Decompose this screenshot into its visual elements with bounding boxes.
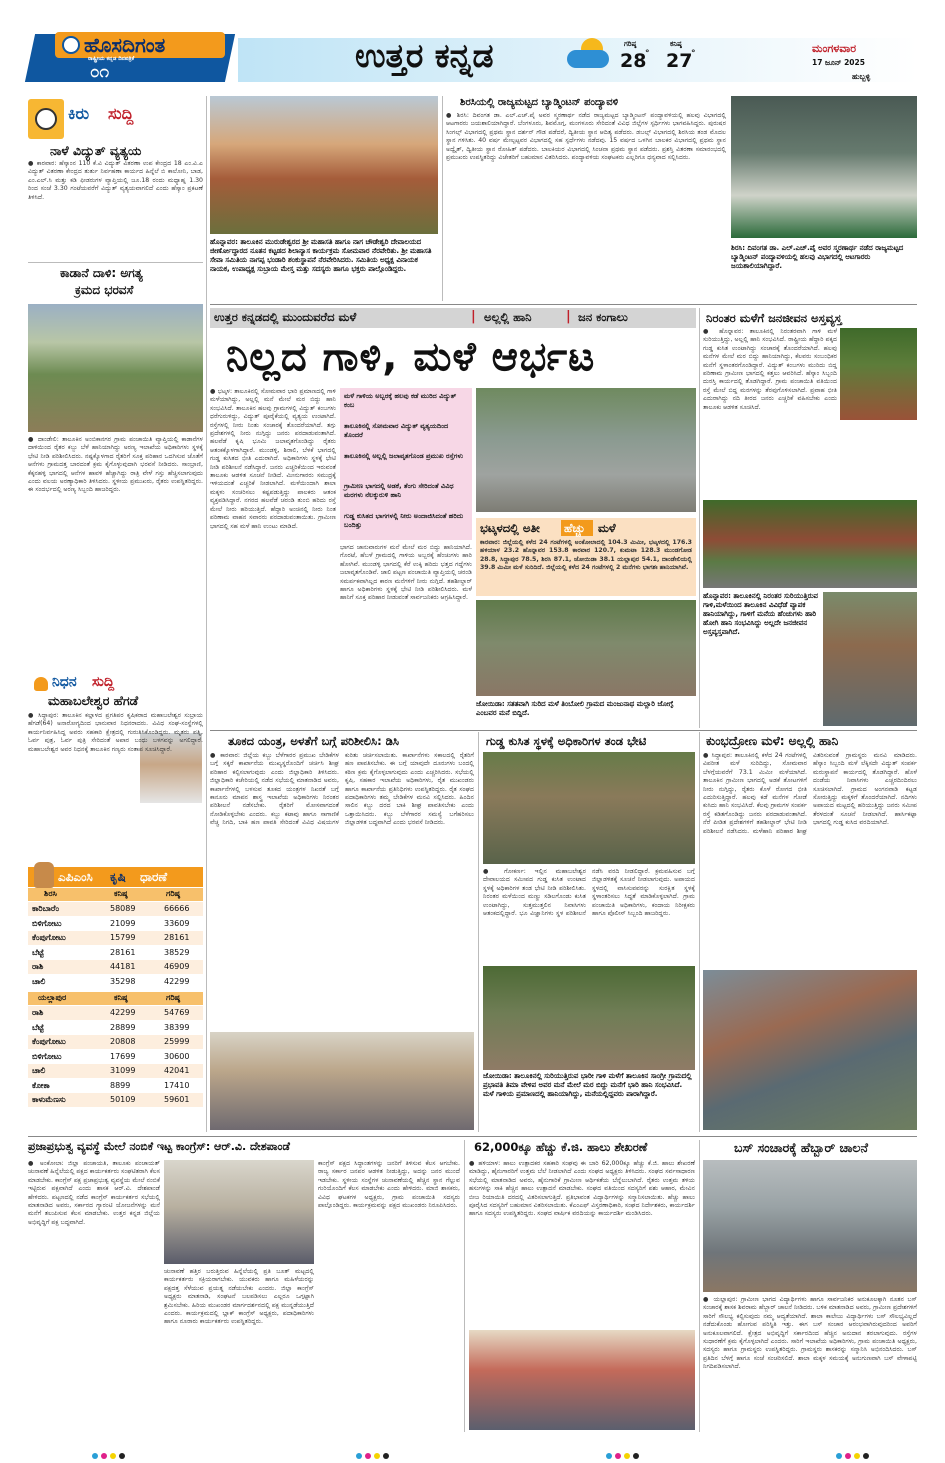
sack-icon [34,862,54,888]
min-price: 31099 [110,1066,136,1075]
min-price: 35298 [110,976,136,986]
table-row [28,1093,203,1107]
min-price: 50109 [110,1095,136,1104]
milk-headline: 62,000ಕ್ಕೂ ಹೆಚ್ಚು ಕೆ.ಜಿ. ಹಾಲು ಶೇಖರಣೆ [474,1140,648,1154]
rain-bullets [340,388,472,540]
max-price: 33609 [164,918,190,928]
commodity-name: ಬಿಳಿಗೋಟು [32,1051,62,1061]
commodity-name: ಕಾಳುಮೆಣಸು [32,1095,66,1104]
max-price: 42299 [164,976,190,986]
sirsi-header-city: ಶಿರಸಿ [44,889,57,898]
badminton-caption: ಶಿರಸಿ: ದಿವಂಗತ ಡಾ. ಎಲ್.ಎಚ್.ಪೈ ಅವರ ಸ್ಮರಣಾರ್ಥ ನಡೆದ ರಾಜ್ಯಮಟ್ಟದ ಬ್ಯಾಡ್ಮಿಂಟನ್ ಪಂದ್ಯಾವಳಿಯಲ್ಲಿ ಹಲವು ವಿಭಾಗದಲ್ಲಿ ಆಟಗಾರರು ಜಯಶಾಲಿಯಾಗಿದ್ದಾರೆ. [731,244,904,270]
rain-bullet-item: ಮಳೆ ಗಾಳಿಯ ಅಬ್ಬರಕ್ಕೆ ಹಲವು ಕಡೆ ಮುರಿದ ವಿದ್ಯುತ್ ಕಂಬ [344,392,457,409]
landslide-photo [483,752,695,864]
min-price: 8899 [110,1080,131,1090]
collapsed-roof-photo [703,970,917,1130]
city: ಹುಬ್ಬಳ್ಳಿ [852,72,871,81]
yellapur-header-min: ಕನಿಷ್ಠ [114,993,128,1002]
finger-icon [35,108,57,130]
max-price: 17410 [164,1080,190,1090]
min-price: 20808 [110,1037,136,1046]
table-row [28,946,203,960]
max-price: 25999 [164,1037,190,1046]
table-row [28,1050,203,1064]
registration-marks-left [92,1444,152,1452]
table-row [28,902,203,916]
rain-kicker-sep-2: | [566,309,571,324]
max-price: 54769 [164,1008,190,1017]
table-row [28,1006,203,1020]
max-price: 38399 [164,1022,190,1032]
landslide-caption: ಜೋಯಿಡಾ: ತಾಲೂಕಿನಲ್ಲಿ ಸುರಿಯುತ್ತಿರುವ ಭಾರೀ ಗಾಳಿ ಮಳೆಗೆ ತಾಲೂಕಿನ ಸಾಂಗ್ರೀ ಗ್ರಾಮದಲ್ಲಿ ಪ್ರಭಾವತಿ ತಿಮಾ ವೇಳಿಪ ಅವರ ಮನೆ ಮೇಲೆ ಮರ ಬಿದ್ದು ಮನೆಗೆ ಭಾರಿ ಹಾನಿ ಸಂಭವಿಸಿದೆ. ಮಳೆ ಗಾಳಿಯ ಪ್ರಮಾಣದಲ್ಲಿ ಹಾನಿಯಾಗಿದ್ದು, ಮನೆಯಲ್ಲಿದ್ದವರು ಪಾರಾಗಿದ್ದಾರೆ. [483,1072,692,1098]
kiru-title-a: ಕಿರು [68,104,90,123]
life-caption: ಹೊನ್ನಾವರ: ತಾಲೂಕಿನಲ್ಲಿ ನಿರಂತರ ಸುರಿಯುತ್ತಿರುವ ಗಾಳಿ,ಮಳೆಯಿಂದ ತಾಲೂಕಿನ ವಿವಿಧೆಡೆ ವ್ಯಾಪಕ ಹಾನಿಯಾಗಿದ್ದು, ಗಾಳಿಗೆ ಮನೆಯ ಹೆಂಚುಗಳು ಹಾರಿ ಹೋಗಿ ಹಾನಿ ಸಂಭವಿಸಿದ್ದು ಅಲ್ಲದೇ ಜನಜೀವನ ಅಸ್ತವ್ಯಸ್ತವಾಗಿದೆ. [703,592,819,636]
commodity-name: ರಾಶಿ [32,1008,44,1017]
date: 17 ಜೂನ್ 2025 [812,58,865,67]
commodity-name: ಕೆಂಪುಗೋಟು [32,933,66,942]
house-collapse-caption: ಜೋಯಿಡಾ: ಸತತವಾಗಿ ಸುರಿದ ಮಳೆ ತಿಂಬೋಲಿ ಗ್ರಾಮದ ಮಂಜುನಾಥ ಮಲ್ಲಾರಿ ಜೋಗ್ಳೆ ಎಂಬವರ ಮನೆ ಬಿದ್ದಿದೆ. [476,700,674,717]
min-price: 28161 [110,947,136,957]
table-row [28,1035,203,1049]
registration-marks-right [836,1444,896,1452]
max-price: 28161 [164,933,190,942]
table-row [28,931,203,945]
life-body: ● ಹೊನ್ನಾವರ: ತಾಲೂಕಿನಲ್ಲಿ ನಿರಂತರವಾಗಿ ಗಾಳಿ ಮಳೆ ಸುರಿಯುತ್ತಿದ್ದು, ಅಲ್ಲಲ್ಲಿ ಹಾನಿ ಸಂಭವಿಸಿದೆ. ರಾಷ್ಟ್ರೀಯ ಹೆದ್ದಾರಿ ಪಕ್ಕದ ಗುಡ್ಡ ಕುಸಿತ ಉಂಟಾಗಿದ್ದು ಸಂಚಾರಕ್ಕೆ ತೊಂದರೆಯಾಗಿದೆ. ಹಲವು ಮನೆಗಳ ಮೇಲೆ ಮರ ಬಿದ್ದು ಹಾನಿಯಾಗಿದ್ದು, ಕೆಲವರು ಸಂಬಂಧಿಕರ ಮನೆಗೆ ಸ್ಥಳಾಂತರಗೊಂಡಿದ್ದಾರೆ. ವಿದ್ಯುತ್ ಕಂಬಗಳು ಮುರಿದು ಬಿದ್ದ ಪರಿಣಾಮ ಗ್ರಾಮೀಣ ಭಾಗದಲ್ಲಿ ಕತ್ತಲು ಆವರಿಸಿದೆ. ಹೆಸ್ಕಾಂ ಸಿಬ್ಬಂದಿ ದುರಸ್ತಿ ಕಾರ್ಯದಲ್ಲಿ ತೊಡಗಿದ್ದಾರೆ. ಗ್ರಾಮ ಪಂಚಾಯಿತಿ ವತಿಯಿಂದ ರಸ್ತೆ ಮೇಲೆ ಬಿದ್ದ ಮರಗಳನ್ನು ತೆರವುಗೊಳಿಸಲಾಗಿದೆ. ಪ್ರವಾಹ ಭೀತಿ ಎದುರಾಗಿದ್ದು ನದಿ ತೀರದ ಜನರು ಎಚ್ಚರಿಕೆ ವಹಿಸಬೇಕು ಎಂದು ತಾಲೂಕು ಆಡಳಿತ ಸೂಚಿಸಿದೆ. [703,328,839,411]
temple-caption: ಹೊನ್ನಾವರ: ತಾಲೂಕಿನ ಮುರುಡೇಶ್ವರದ ಶ್ರೀ ಮಹಾಸತಿ ಹಾಗೂ ನಾಗ ಚೌಡೇಶ್ವರಿ ದೇವಾಲಯದ ಜೀರ್ಣೋದ್ಧಾರದ ನೂತನ ಕಟ್ಟಡದ ಶಿಲಾನ್ಯಾಸ ಕಾರ್ಯಕ್ರಮ ಸೋಮವಾರ ನೆರವೇರಿತು. ಶ್ರೀ ಮಹಾಸತಿ ಸೇವಾ ಸಮಿತಿಯ ನಾಗಪ್ಪ ಭಂಡಾರಿ ಶಂಕುಸ್ಥಾಪನೆ ನೆರವೇರಿಸಿದರು. ಸಮಿತಿಯ ಅಧ್ಯಕ್ಷ ವಿನಾಯಕ ನಾಯಕ, ಉಪಾಧ್ಯಕ್ಷ ಸುಬ್ರಾಯ ಮೇಸ್ತ ಮತ್ತು ಸದಸ್ಯರು ಹಾಗೂ ಭಕ್ತರು ಪಾಲ್ಗೊಂಡಿದ್ದರು. [210,238,432,273]
milk-body: ● ಹಳಿಯಾಳ: ಹಾಲು ಉತ್ಪಾದಕರ ಸಹಕಾರಿ ಸಂಘವು ಈ ಬಾರಿ 62,000ಕ್ಕೂ ಹೆಚ್ಚು ಕೆ.ಜಿ. ಹಾಲು ಶೇಖರಣೆ ಮಾಡಿದ್ದು, ಹೈನುಗಾರರಿಗೆ ಉತ್ತಮ ಬೆಲೆ ನೀಡಲಾಗಿದೆ ಎಂದು ಸಂಘದ ಅಧ್ಯಕ್ಷರು ತಿಳಿಸಿದರು. ಸಂಘದ ಸರ್ವಸಾಧಾರಣ ಸಭೆಯಲ್ಲಿ ಮಾತನಾಡಿದ ಅವರು, ಹೈನುಗಾರಿಕೆ ಗ್ರಾಮೀಣ ಆರ್ಥಿಕತೆಯ ಬೆನ್ನೆಲುಬಾಗಿದೆ. ರೈತರು ಉತ್ತಮ ತಳಿಯ ಹಸುಗಳನ್ನು ಸಾಕಿ ಹೆಚ್ಚಿನ ಹಾಲು ಉತ್ಪಾದನೆ ಮಾಡಬೇಕು. ಸಂಘದ ವತಿಯಿಂದ ಸದಸ್ಯರಿಗೆ ಪಶು ಆಹಾರ, ಮೇವಿನ ಬೀಜ ರಿಯಾಯಿತಿ ದರದಲ್ಲಿ ವಿತರಿಸಲಾಗುತ್ತಿದೆ. ಪ್ರತಿಭಾವಂತ ವಿದ್ಯಾರ್ಥಿಗಳನ್ನು ಸನ್ಮಾನಿಸಲಾಯಿತು. ಹೆಚ್ಚು ಹಾಲು ಪೂರೈಸಿದ ಸದಸ್ಯರಿಗೆ ಬಹುಮಾನ ವಿತರಿಸಲಾಯಿತು. ಕೆಎಂಎಫ್ ವಿಸ್ತರಣಾಧಿಕಾರಿ, ಸಂಘದ ನಿರ್ದೇಶಕರು, ಕಾರ್ಯದರ್ಶಿ ಹಾಗೂ ಸದಸ್ಯರು ಉಪಸ್ಥಿತರಿದ್ದರು. ಸಂಘದ ವಾರ್ಷಿಕ ವರದಿಯನ್ನು ಕಾರ್ಯದರ್ಶಿ ಮಂಡಿಸಿದರು. [469,1160,697,1218]
landslide-hotel-photo [840,328,917,420]
flood-road-photo [476,388,696,512]
bus-body: ● ಯಲ್ಲಾಪುರ: ಗ್ರಾಮೀಣ ಭಾಗದ ವಿದ್ಯಾರ್ಥಿಗಳು ಹಾಗೂ ಸಾರ್ವಜನಿಕರ ಅನುಕೂಲಕ್ಕಾಗಿ ನೂತನ ಬಸ್ ಸಂಚಾರಕ್ಕೆ ಶಾಸಕ ಶಿವರಾಮ ಹೆಬ್ಬಾರ್ ಚಾಲನೆ ನೀಡಿದರು. ಬಳಿಕ ಮಾತನಾಡಿದ ಅವರು, ಗ್ರಾಮೀಣ ಪ್ರದೇಶಗಳಿಗೆ ಸಾರಿಗೆ ಸೌಲಭ್ಯ ಕಲ್ಪಿಸುವುದು ನಮ್ಮ ಆದ್ಯತೆಯಾಗಿದೆ. ಶಾಲಾ ಕಾಲೇಜು ವಿದ್ಯಾರ್ಥಿಗಳು ಬಸ್ ಸೌಲಭ್ಯವಿಲ್ಲದೆ ನಡೆದುಕೊಂಡು ಹೋಗುವ ಪರಿಸ್ಥಿತಿ ಇತ್ತು. ಈಗ ಬಸ್ ಸಂಚಾರ ಆರಂಭವಾಗಿರುವುದರಿಂದ ಅವರಿಗೆ ಅನುಕೂಲವಾಗಲಿದೆ. ಕ್ಷೇತ್ರದ ಅಭಿವೃದ್ಧಿಗೆ ಸರ್ಕಾರದಿಂದ ಹೆಚ್ಚಿನ ಅನುದಾನ ತರಲಾಗುವುದು. ರಸ್ತೆಗಳ ಸುಧಾರಣೆಗೆ ಕ್ರಮ ಕೈಗೊಳ್ಳಲಾಗಿದೆ ಎಂದರು. ಸಾರಿಗೆ ಇಲಾಖೆಯ ಅಧಿಕಾರಿಗಳು, ಗ್ರಾಮ ಪಂಚಾಯಿತಿ ಅಧ್ಯಕ್ಷರು, ಸದಸ್ಯರು ಹಾಗೂ ಗ್ರಾಮಸ್ಥರು ಉಪಸ್ಥಿತರಿದ್ದರು. ಗ್ರಾಮಸ್ಥರು ಶಾಸಕರನ್ನು ಸನ್ಮಾನಿಸಿ ಅಭಿನಂದಿಸಿದರು. ಬಸ್ ಪ್ರತಿದಿನ ಬೆಳಗ್ಗೆ ಹಾಗೂ ಸಂಜೆ ಸಂಚರಿಸಲಿದೆ. ಶಾಲಾ ಮಕ್ಕಳ ಸಮಯಕ್ಕೆ ಅನುಗುಣವಾಗಿ ಬಸ್ ವೇಳಾಪಟ್ಟಿ ನಿಗದಿಪಡಿಸಲಾಗಿದೆ. [703,1296,919,1371]
commodity-name: ಕಾರಿಬಾರೆಂ [32,904,60,913]
kiru-title-b: ಸುದ್ದಿ [108,104,134,123]
min-price: 17699 [110,1051,136,1061]
bhatkal-box-body: ಕಾರವಾರ: ಜಿಲ್ಲೆಯಲ್ಲಿ ಕಳೆದ 24 ಗಂಟೆಗಳಲ್ಲಿ ಅಂಕೋಲಾದಲ್ಲಿ 104.3 ಮಿಮೀ, ಭಟ್ಕಳದಲ್ಲಿ 176.3 ಹಳಿಯಾಳ 23.2 ಹೊನ್ನಾವರ 153.8 ಕಾರವಾರ 120.7, ಕುಮಟಾ 128.3 ಮುಂಡಗೋಡ 28.8, ಸಿದ್ದಾಪುರ 78.5, ಶಿರಸಿ 87.1, ಜೋಯಿಡಾ 38.1 ಯಲ್ಲಾಪುರ 54.1, ದಾಂಡೇಲಿಯಲ್ಲಿ 39.8 ಮಿಮೀ ಮಳೆ ಸುರಿದಿದೆ. ಜಿಲ್ಲೆಯಲ್ಲಿ ಕಳೆದ 24 ಗಂಟೆಗಳಲ್ಲಿ 2 ಮನೆಗಳು ಭಾಗಶಃ ಹಾನಿಯಾಗಿವೆ. [480,539,695,572]
temple-photo [210,96,438,234]
elephant-headline-1: ಕಾಡಾನೆ ದಾಳಿ: ಅಗತ್ಯ [60,266,143,280]
bhatkal-box-title-c: ಮಳೆ [598,521,616,535]
min-temp-degree: ° [691,49,696,59]
max-temp-label: ಗರಿಷ್ಠ [624,40,637,48]
kumbh-body: ● ಸಿದ್ದಾಪುರ: ತಾಲೂಕಿನಲ್ಲಿ ಕಳೆದ 24 ಗಂಟೆಗಳಲ್ಲಿ ವಿಪರೀತ ಮಳೆ ಸುರಿದಿದ್ದು, ಸೋಮವಾರ ಬೆಳಗ್ಗೆಯವರೆಗೆ 73.1 ಮಿಮೀ ಮಳೆಯಾಗಿದೆ. ತಾಲೂಕಿನ ಗ್ರಾಮೀಣ ಭಾಗದಲ್ಲಿ ಅಡಕೆ ತೋಟಗಳಿಗೆ ನೀರು ನುಗ್ಗಿದ್ದು, ರೈತರು ಕೊಳೆ ರೋಗದ ಭೀತಿ ಎದುರಿಸುತ್ತಿದ್ದಾರೆ. ಹಲವು ಕಡೆ ಮನೆಗಳ ಗೋಡೆ ಕುಸಿದು ಹಾನಿ ಸಂಭವಿಸಿದೆ. ಕೆಲವು ಗ್ರಾಮಗಳ ಸಂಪರ್ಕ ರಸ್ತೆ ಕಡಿತಗೊಂಡಿದ್ದು ಜನರು ಪರದಾಡುವಂತಾಗಿದೆ. ನೆರೆ ಪೀಡಿತ ಪ್ರದೇಶಗಳಿಗೆ ತಹಶೀಲ್ದಾರ್ ಭೇಟಿ ನೀಡಿ ಪರಿಶೀಲನೆ ನಡೆಸಿದರು. ಮಳೆಹಾನಿ ಪರಿಹಾರ ಶೀಘ್ರ ವಿತರಿಸುವಂತೆ ಗ್ರಾಮಸ್ಥರು ಮನವಿ ಮಾಡಿದರು. ಹೆಸ್ಕಾಂ ಸಿಬ್ಬಂದಿ ಮಳೆ ಲೆಕ್ಕಿಸದೇ ವಿದ್ಯುತ್ ಸಂಪರ್ಕ ಮರುಸ್ಥಾಪನೆ ಕಾರ್ಯದಲ್ಲಿ ತೊಡಗಿದ್ದಾರೆ. ಹೊಳೆ ದಂಡೆಯ ನಿವಾಸಿಗಳು ಎಚ್ಚರದಿಂದಿರಲು ಸೂಚಿಸಲಾಗಿದೆ. ಗ್ರಾಮದ ಅಂಗನವಾಡಿ ಕಟ್ಟಡ ಸೋರುತ್ತಿದ್ದು ಮಕ್ಕಳಿಗೆ ತೊಂದರೆಯಾಗಿದೆ. ನದಿಗಳು ಅಪಾಯದ ಮಟ್ಟದಲ್ಲಿ ಹರಿಯುತ್ತಿದ್ದು ಜನರು ಸಮೀಪ ತೆರಳದಂತೆ ಸೂಚನೆ ನೀಡಲಾಗಿದೆ. ಹಾರ್ಸಿಕಟ್ಟಾ ಭಾಗದಲ್ಲಿ ಗುಡ್ಡ ಕುಸಿದ ವರದಿಯಾಗಿದೆ. [703,752,919,835]
elephant-headline-2: ಕ್ರಮದ ಭರವಸೆ [75,283,134,297]
rain-kicker-a: ಉತ್ತರ ಕನ್ನಡದಲ್ಲಿ ಮುಂದುವರೆದ ಮಳೆ [214,310,357,324]
weekday: ಮಂಗಳವಾರ [812,42,857,55]
max-price: 30600 [164,1051,190,1061]
apmc-title-a: ಎಪಿಎಂಸಿ [58,870,93,884]
landslide-body: ● ಗೋಕರ್ಣ: ಇಲ್ಲಿನ ಮಹಾಬಲೇಶ್ವರ ದೇವಾಲಯದ ಸಮೀಪದ ಗುಡ್ಡ ಕುಸಿತ ಉಂಟಾದ ಸ್ಥಳಕ್ಕೆ ಅಧಿಕಾರಿಗಳ ತಂಡ ಭೇಟಿ ನೀಡಿ ಪರಿಶೀಲಿಸಿತು. ನಿರಂತರ ಮಳೆಯಿಂದ ಮಣ್ಣು ಸಡಿಲಗೊಂಡು ಕುಸಿತ ಉಂಟಾಗಿದ್ದು, ಸುತ್ತಮುತ್ತಲಿನ ನಿವಾಸಿಗಳು ಆತಂಕದಲ್ಲಿದ್ದಾರೆ. ಭೂ ವಿಜ್ಞಾನಿಗಳು ಸ್ಥಳ ಪರಿಶೀಲನೆ ನಡೆಸಿ ವರದಿ ನೀಡಲಿದ್ದಾರೆ. ಕ್ರಮವಹಿಸುವ ಬಗ್ಗೆ ಜಿಲ್ಲಾಡಳಿತಕ್ಕೆ ಸೂಚನೆ ನೀಡಲಾಗುವುದು. ಅಪಾಯದ ಸ್ಥಳದಲ್ಲಿ ವಾಸಿಸುವವರನ್ನು ಸುರಕ್ಷಿತ ಸ್ಥಳಕ್ಕೆ ಸ್ಥಳಾಂತರಿಸಲು ಸಿದ್ಧತೆ ಮಾಡಿಕೊಳ್ಳಲಾಗಿದೆ. ಗ್ರಾಮ ಪಂಚಾಯಿತಿ ಅಧಿಕಾರಿಗಳು, ಕಂದಾಯ ನಿರೀಕ್ಷಕರು ಹಾಗೂ ಪೊಲೀಸ್ ಸಿಬ್ಬಂದಿ ಹಾಜರಿದ್ದರು. [483,868,697,918]
commodity-name: ಬೆಟ್ಟೆ [32,947,44,957]
max-temp-degree: ° [645,49,650,59]
dc-headline: ತೂಕದ ಯಂತ್ರ, ಅಳತೆಗೆ ಬಗ್ಗೆ ಪರಿಶೀಲಿಸಿ: ಡಿಸಿ [228,734,400,748]
masthead [0,0,945,92]
apmc-sirsi-table [28,888,203,988]
max-price: 66666 [164,904,190,913]
commodity-name: ಬಿಳಿಗೋಟು [32,918,62,928]
roof-damage-photo [823,592,917,726]
section-title: ಉತ್ತರ ಕನ್ನಡ [355,36,494,75]
dc-meeting-photo [210,1032,474,1130]
weather-icon [567,38,613,74]
registration-marks-center [356,1444,416,1452]
registration-marks-mid [606,1444,666,1452]
max-temp: 28 [620,50,647,72]
brand-logo-icon [62,36,80,54]
elephant-body: ● ದಾಂಡೇಲಿ: ತಾಲೂಕಿನ ಅಂಬಿಕಾನಗರ ಗ್ರಾಮ ಪಂಚಾಯಿತಿ ವ್ಯಾಪ್ತಿಯಲ್ಲಿ ಕಾಡಾನೆಗಳ ದಾಳಿಯಿಂದ ರೈತರ ಕಬ್ಬು ಬೆಳೆ ಹಾನಿಯಾಗಿದ್ದು ಅರಣ್ಯ ಇಲಾಖೆಯ ಅಧಿಕಾರಿಗಳು ಸ್ಥಳಕ್ಕೆ ಭೇಟಿ ನೀಡಿ ಪರಿಶೀಲಿಸಿದರು. ನಷ್ಟಕ್ಕೊಳಗಾದ ರೈತರಿಗೆ ಸೂಕ್ತ ಪರಿಹಾರ ಒದಗಿಸುವ ಜೊತೆಗೆ ಆನೆಗಳು ಗ್ರಾಮದತ್ತ ಬಾರದಂತೆ ಕ್ರಮ ಕೈಗೊಳ್ಳುವುದಾಗಿ ಭರವಸೆ ನೀಡಿದರು. ಸಾಂಬ್ರಾಣಿ, ಕೆಕ್ಕನಹಳ್ಳಿ ಭಾಗದಲ್ಲಿ ಆನೆಗಳ ಹಾವಳಿ ಹೆಚ್ಚಾಗಿದ್ದು ರಾತ್ರಿ ವೇಳೆ ಗಸ್ತು ಹೆಚ್ಚಿಸಲಾಗುವುದು ಎಂದು ವಲಯ ಅರಣ್ಯಾಧಿಕಾರಿ ತಿಳಿಸಿದರು. ಸ್ಥಳೀಯ ಪ್ರಮುಖರು, ರೈತರು ಉಪಸ್ಥಿತರಿದ್ದರು. ಈ ಸಂದರ್ಭದಲ್ಲಿ ಅರಣ್ಯ ಸಿಬ್ಬಂದಿ ಹಾಜರಿದ್ದರು. [28,436,205,494]
congress-body-2: ಚುನಾವಣೆ ಹತ್ತಿರ ಬರುತ್ತಿರುವ ಹಿನ್ನೆಲೆಯಲ್ಲಿ ಪ್ರತಿ ಬೂತ್ ಮಟ್ಟದಲ್ಲಿ ಕಾರ್ಯಕರ್ತರು ಸಕ್ರಿಯರಾಗಬೇಕು. ಯುವಕರು ಹಾಗೂ ಮಹಿಳೆಯರನ್ನು ಪಕ್ಷದತ್ತ ಸೆಳೆಯುವ ಪ್ರಯತ್ನ ನಡೆಯಬೇಕು ಎಂದರು. ಜಿಲ್ಲಾ ಕಾಂಗ್ರೆಸ್ ಅಧ್ಯಕ್ಷರು ಮಾತನಾಡಿ, ಸಂಘಟನೆ ಬಲಪಡಿಸಲು ಎಲ್ಲರೂ ಒಗ್ಗಟ್ಟಾಗಿ ಶ್ರಮಿಸಬೇಕು. ಹಿರಿಯ ಮುಖಂಡರ ಮಾರ್ಗದರ್ಶನದಲ್ಲಿ ಪಕ್ಷ ಮುನ್ನಡೆಯುತ್ತಿದೆ ಎಂದರು. ಕಾರ್ಯಕ್ರಮದಲ್ಲಿ ಬ್ಲಾಕ್ ಕಾಂಗ್ರೆಸ್ ಅಧ್ಯಕ್ಷರು, ಪದಾಧಿಕಾರಿಗಳು ಹಾಗೂ ನೂರಾರು ಕಾರ್ಯಕರ್ತರು ಉಪಸ್ಥಿತರಿದ್ದರು. [164,1268,316,1326]
rain-bullet-item: ತಾಲೂಕಿನಲ್ಲಿ ಸೋಮವಾರ ವಿದ್ಯುತ್ ವ್ಯತ್ಯಯದಿಂದ ತೊಂದರೆ [344,422,449,439]
bus-headline: ಬಸ್ ಸಂಚಾರಕ್ಕೆ ಹೆಬ್ಬಾರ್ ಚಾಲನೆ [734,1140,868,1155]
min-price: 28899 [110,1022,136,1032]
kumbh-headline: ಕುಂಭದ್ರೋಣ ಮಳೆ: ಅಲ್ಲಲ್ಲಿ ಹಾನಿ [706,734,839,748]
badminton-photo [731,96,917,238]
max-price: 42041 [164,1066,190,1075]
rain-kicker-b: ಅಲ್ಲಲ್ಲಿ ಹಾನಿ [484,310,532,324]
elephant-photo [28,304,203,432]
min-price: 44181 [110,962,136,971]
min-price: 42299 [110,1008,136,1017]
congress-headline: ಪ್ರಜಾಪ್ರಭುತ್ವ ವ್ಯವಸ್ಥೆ ಮೇಲೆ ನಂಬಿಕೆ ಇಟ್ಟ ಕಾಂಗ್ರೆಸ್: ಆರ್.ವಿ. ದೇಶಪಾಂಡೆ [28,1140,290,1153]
house-collapse-photo [476,600,696,696]
yellapur-header-max: ಗರಿಷ್ಠ [166,993,180,1002]
rain-body-1: ● ಭಟ್ಕಳ: ತಾಲೂಕಿನಲ್ಲಿ ಸೋಮವಾರ ಭಾರಿ ಪ್ರಮಾಣದಲ್ಲಿ ಗಾಳಿ ಮಳೆಯಾಗಿದ್ದು, ಅಲ್ಲಲ್ಲಿ ಮನೆ ಮೇಲೆ ಮರ ಬಿದ್ದು ಹಾನಿ ಸಂಭವಿಸಿದೆ. ತಾಲೂಕಿನ ಹಲವು ಗ್ರಾಮಗಳಲ್ಲಿ ವಿದ್ಯುತ್ ಕಂಬಗಳು ಧರೆಗುರುಳಿದ್ದು, ವಿದ್ಯುತ್ ಪೂರೈಕೆಯಲ್ಲಿ ವ್ಯತ್ಯಯ ಉಂಟಾಗಿದೆ. ರಸ್ತೆಗಳಲ್ಲಿ ನೀರು ನಿಂತು ಸಂಚಾರಕ್ಕೆ ತೊಂದರೆಯಾಗಿದೆ. ತಗ್ಗು ಪ್ರದೇಶಗಳಲ್ಲಿ ನೀರು ನುಗ್ಗಿದ್ದು ಜನರು ಪರದಾಡುವಂತಾಗಿದೆ. ಹಲವೆಡೆ ಕೃಷಿ ಭೂಮಿ ಜಲಾವೃತಗೊಂಡಿದ್ದು ರೈತರು ಆತಂಕಕ್ಕೊಳಗಾಗಿದ್ದಾರೆ. ಮುಂಡಳ್ಳಿ, ಶಿರಾಲಿ, ಬೆಳಕೆ ಭಾಗದಲ್ಲಿ ಗುಡ್ಡ ಕುಸಿತದ ಭೀತಿ ಎದುರಾಗಿದೆ. ಅಧಿಕಾರಿಗಳು ಸ್ಥಳಕ್ಕೆ ಭೇಟಿ ನೀಡಿ ಪರಿಶೀಲನೆ ನಡೆಸಿದ್ದಾರೆ. ಜನರು ಎಚ್ಚರಿಕೆಯಿಂದ ಇರುವಂತೆ ತಾಲೂಕು ಆಡಳಿತ ಸೂಚನೆ ನೀಡಿದೆ. ಮೀನುಗಾರರು ಸಮುದ್ರಕ್ಕೆ ಇಳಿಯದಂತೆ ಎಚ್ಚರಿಕೆ ನೀಡಲಾಗಿದೆ. ಮಳೆಯಿಂದಾಗಿ ಶಾಲಾ ಮಕ್ಕಳು ಸಂಚರಿಸಲು ಕಷ್ಟಪಡುತ್ತಿದ್ದು ಪಾಲಕರು ಆತಂಕ ವ್ಯಕ್ತಪಡಿಸಿದ್ದಾರೆ. ನಗರದ ಹಲವೆಡೆ ಚರಂಡಿ ತುಂಬಿ ಹರಿದು ರಸ್ತೆ ಮೇಲೆ ನೀರು ಹರಿಯುತ್ತಿದೆ. ಹೆದ್ದಾರಿ ಅಂಚಿನಲ್ಲಿ ನೀರು ನಿಂತ ಪರಿಣಾಮ ವಾಹನ ಸವಾರರು ಪರದಾಡುವಂತಾಯಿತು. ಗ್ರಾಮೀಣ ಭಾಗದಲ್ಲಿ ಸಹ ಮಳೆ ಹಾನಿ ಉಂಟು ಮಾಡಿದೆ. [210,388,338,530]
milk-function-photo [469,1330,695,1430]
rain-bullet-item: ತಾಲೂಕಿನಲ್ಲಿ ಅಲ್ಲಲ್ಲಿ ಜಲಾವೃತಗೊಂಡ ಪ್ರಮುಖ ರಸ್ತೆಗಳು [344,452,464,460]
congress-meeting-photo [164,1160,314,1264]
max-price: 59601 [164,1095,190,1104]
bhatkal-rain-box [476,518,696,596]
sirsi-header-min: ಕನಿಷ್ಠ [114,889,128,898]
badminton-body: ● ಶಿರಸಿ: ದಿವಂಗತ ಡಾ. ಎಲ್.ಎಚ್.ಪೈ ಅವರ ಸ್ಮರಣಾರ್ಥ ನಡೆದ ರಾಜ್ಯಮಟ್ಟದ ಬ್ಯಾಡ್ಮಿಂಟನ್ ಪಂದ್ಯಾವಳಿಯಲ್ಲಿ ಹಲವು ವಿಭಾಗದಲ್ಲಿ ಆಟಗಾರರು ಜಯಶಾಲಿಯಾಗಿದ್ದಾರೆ. ಬೆಂಗಳೂರು, ಶಿವಮೊಗ್ಗ, ಮಂಗಳೂರು ಸೇರಿದಂತೆ ವಿವಿಧ ಜಿಲ್ಲೆಗಳ ಸ್ಪರ್ಧಿಗಳು ಭಾಗವಹಿಸಿದ್ದರು. ಪುರುಷರ ಸಿಂಗಲ್ಸ್ ವಿಭಾಗದಲ್ಲಿ ಪ್ರಥಮ ಸ್ಥಾನ ದರ್ಶನ್ ಗೌಡ ಪಡೆದರೆ, ದ್ವಿತೀಯ ಸ್ಥಾನ ಆದಿತ್ಯ ಪಡೆದರು. ಡಬಲ್ಸ್ ವಿಭಾಗದಲ್ಲಿ ಶಿರಸಿಯ ತಂಡ ಮೊದಲ ಸ್ಥಾನ ಗಳಿಸಿತು. 40 ವರ್ಷ ಮೇಲ್ಪಟ್ಟವರ ವಿಭಾಗದಲ್ಲಿ ಸಹ ಸ್ಪರ್ಧೆಗಳು ನಡೆದವು. 15 ವರ್ಷದ ಒಳಗಿನ ಬಾಲಕರ ವಿಭಾಗದಲ್ಲಿ ಪ್ರಥಮ ಸ್ಥಾನ ಅದ್ವೈತ್, ದ್ವಿತೀಯ ಸ್ಥಾನ ರೋಹಿತ್ ಪಡೆದರು. ಬಾಲಕಿಯರ ವಿಭಾಗದಲ್ಲಿ ಸಿಂಚನಾ ಪ್ರಥಮ ಸ್ಥಾನ ಪಡೆದರು. ಪ್ರಶಸ್ತಿ ವಿತರಣಾ ಸಮಾರಂಭದಲ್ಲಿ ಪ್ರಮುಖರು ಉಪಸ್ಥಿತರಿದ್ದು ವಿಜೇತರಿಗೆ ಬಹುಮಾನ ವಿತರಿಸಿದರು. ಪಂದ್ಯಾವಳಿಯ ಸಂಘಟಕರು ಎಲ್ಲರಿಗೂ ಧನ್ಯವಾದ ಸಲ್ಲಿಸಿದರು. [446,112,728,162]
max-price: 38529 [164,947,190,957]
table-row [28,917,203,931]
min-price: 58089 [110,904,136,913]
congress-body-3: ಕಾಂಗ್ರೆಸ್ ಪಕ್ಷದ ಸಿದ್ಧಾಂತಗಳನ್ನು ಜನರಿಗೆ ತಿಳಿಸುವ ಕೆಲಸ ಆಗಬೇಕು. ರಾಜ್ಯ ಸರ್ಕಾರ ಜನಪರ ಆಡಳಿತ ನೀಡುತ್ತಿದ್ದು, ಅದನ್ನು ಜನರ ಮುಂದೆ ಇಡಬೇಕು. ಸ್ಥಳೀಯ ಸಂಸ್ಥೆಗಳ ಚುನಾವಣೆಯಲ್ಲಿ ಹೆಚ್ಚಿನ ಸ್ಥಾನ ಗೆಲ್ಲುವ ಗುರಿಯೊಂದಿಗೆ ಕೆಲಸ ಮಾಡಬೇಕು ಎಂದು ಹೇಳಿದರು. ಮಾಜಿ ಶಾಸಕರು, ವಿವಿಧ ಘಟಕಗಳ ಅಧ್ಯಕ್ಷರು, ಗ್ರಾಮ ಪಂಚಾಯಿತಿ ಸದಸ್ಯರು ಪಾಲ್ಗೊಂಡಿದ್ದರು. ಕಾರ್ಯಕ್ರಮವನ್ನು ಪಕ್ಷದ ಮುಖಂಡರು ನಿರೂಪಿಸಿದರು. [318,1160,462,1210]
sirsi-header-max: ಗರಿಷ್ಠ [166,889,180,898]
congress-body-1: ● ಅಂಕೋಲಾ: ಜಿಲ್ಲಾ ಪಂಚಾಯತಿ, ತಾಲೂಕು ಪಂಚಾಯತ್ ಚುನಾವಣೆ ಹಿನ್ನೆಲೆಯಲ್ಲಿ ಪಕ್ಷದ ಕಾರ್ಯಕರ್ತರು ಸಂಘಟಿತರಾಗಿ ಕೆಲಸ ಮಾಡಬೇಕು. ಕಾಂಗ್ರೆಸ್ ಪಕ್ಷ ಪ್ರಜಾಪ್ರಭುತ್ವ ವ್ಯವಸ್ಥೆಯ ಮೇಲೆ ನಂಬಿಕೆ ಇಟ್ಟಿರುವ ಪಕ್ಷವಾಗಿದೆ ಎಂದು ಶಾಸಕ ಆರ್.ವಿ. ದೇಶಪಾಂಡೆ ಹೇಳಿದರು. ಪಟ್ಟಣದಲ್ಲಿ ನಡೆದ ಕಾಂಗ್ರೆಸ್ ಕಾರ್ಯಕರ್ತರ ಸಭೆಯಲ್ಲಿ ಮಾತನಾಡಿದ ಅವರು, ಸರ್ಕಾರದ ಗ್ಯಾರಂಟಿ ಯೋಜನೆಗಳನ್ನು ಮನೆ ಮನೆಗೆ ತಲುಪಿಸುವ ಕೆಲಸ ಮಾಡಬೇಕು. ಉತ್ತರ ಕನ್ನಡ ಜಿಲ್ಲೆಯ ಅಭಿವೃದ್ಧಿಗೆ ಪಕ್ಷ ಬದ್ಧವಾಗಿದೆ. [28,1160,162,1226]
table-row [28,960,203,974]
life-headline: ನಿರಂತರ ಮಳೆಗೆ ಜನಜೀವನ ಅಸ್ತವ್ಯಸ್ತ [706,311,842,325]
obit-title-a: ನಿಧನ [52,674,77,690]
landslide-headline: ಗುಡ್ಡ ಕುಸಿತ ಸ್ಥಳಕ್ಕೆ ಅಧಿಕಾರಿಗಳ ತಂಡ ಭೇಟಿ [486,734,647,748]
table-row [28,1021,203,1035]
lamp-icon [34,677,48,691]
obit-title-b: ಸುದ್ದಿ [92,674,115,690]
rain-headline: ನಿಲ್ಲದ ಗಾಳಿ, ಮಳೆ ಆರ್ಭಟ [226,334,596,380]
hotel-hillside-photo [703,500,917,588]
rain-body-2: ಭಾಗದ ಜಾನುವಾರುಗಳ ಮನೆ ಮೇಲೆ ಮರ ಬಿದ್ದು ಹಾನಿಯಾಗಿದೆ. ಗೊರಟೆ, ಹೆಬಳೆ ಗ್ರಾಮದಲ್ಲಿ ಗಾಳಿಯ ಅಬ್ಬರಕ್ಕೆ ಹೆಂಚುಗಳು ಹಾರಿ ಹೋಗಿವೆ. ಮುಂಡಳ್ಳಿ ಭಾಗದಲ್ಲಿ ಕೆರೆ ಉಕ್ಕಿ ಹರಿದು ಭತ್ತದ ಗದ್ದೆಗಳು ಜಲಾವೃತಗೊಂಡಿವೆ. ಜಾಲಿ ಪಟ್ಟಣ ಪಂಚಾಯಿತಿ ವ್ಯಾಪ್ತಿಯಲ್ಲಿ ಚರಂಡಿ ಸಮರ್ಪಕವಾಗಿಲ್ಲದ ಕಾರಣ ಮನೆಗಳಿಗೆ ನೀರು ನುಗ್ಗಿದೆ. ತಹಶೀಲ್ದಾರ್ ಹಾಗೂ ಅಧಿಕಾರಿಗಳು ಸ್ಥಳಕ್ಕೆ ಭೇಟಿ ನೀಡಿ ಪರಿಶೀಲಿಸಿದರು. ಮಳೆ ಹಾನಿಗೆ ಸೂಕ್ತ ಪರಿಹಾರ ನೀಡುವಂತೆ ಸಾರ್ವಜನಿಕರು ಆಗ್ರಹಿಸಿದ್ದಾರೆ. [340,544,474,602]
table-row [28,1079,203,1093]
power-cut-headline: ನಾಳೆ ವಿದ್ಯುತ್ ವ್ಯತ್ಯಯ [50,143,142,158]
commodity-name: ಕೆಂಪುಗೋಟು [32,1037,66,1046]
min-temp: 27 [666,50,693,72]
bus-photo [703,1160,917,1292]
rain-kicker-sep-1: | [471,309,476,324]
yellapur-header-city: ಯಲ್ಲಾಪುರ [38,993,67,1002]
rain-kicker-c: ಜನ ಕಂಗಾಲು [578,310,628,324]
power-cut-body: ● ಕಾರವಾರ: ಹೆಸ್ಕಾಂನ 110 ಕೆ.ವಿ ವಿದ್ಯುತ್ ವಿತರಣಾ ಉಪ ಕೇಂದ್ರದ 18 ಎಂ.ವಿ.ಎ ವಿದ್ಯುತ್ ವಿತರಣಾ ಕೇಂದ್ರದ ತುರ್ತು ನಿರ್ವಹಣಾ ಕಾರ್ಯದ ಹಿನ್ನೆಲೆ ಬಿ ಕಾಲೋನಿ, ಬಾಡ, ಎಂ.ಎಲ್.ಸಿ ಮತ್ತು ಕಡಿ ಫೀಡರುಗಳ ವ್ಯಾಪ್ತಿಯಲ್ಲಿ ಜೂ.18 ರಂದು ಮಧ್ಯಾಹ್ನ 1.30 ರಿಂದ ಸಂಜೆ 3.30 ಗಂಟೆಯವರೆಗೆ ವಿದ್ಯುತ್ ವ್ಯತ್ಯಯವಾಗಲಿದೆ ಎಂದು ಹೆಸ್ಕಾಂ ಪ್ರಕಟಣೆ ತಿಳಿಸಿದೆ. [28,160,205,201]
bhatkal-box-title-a: ಭಟ್ಕಳದಲ್ಲಿ ಅತೀ [480,521,540,535]
min-temp-label: ಕನಿಷ್ಠ [670,40,682,48]
obit-name: ಮಹಾಬಲೇಶ್ವರ ಹೆಗಡೆ [48,693,139,708]
page-number: ೦೧ [90,62,110,82]
commodity-name: ರಾಶಿ [32,962,44,971]
max-price: 46909 [164,962,190,971]
table-row [28,1064,203,1078]
rain-bullet-item: ಗುಡ್ಡ ಕುಸಿತದ ಭಾಗಗಳಲ್ಲಿ ನೀರು ಅಂದಾಜಿಸಿದಂತೆ ಹರಿದು ಬಂದಿತ್ತು [344,512,464,529]
rain-bullet-item: ಗ್ರಾಮೀಣ ಭಾಗದಲ್ಲಿ ಅಡಕೆ, ತೆಂಗು ಸೇರಿದಂತೆ ವಿವಿಧ ಮರಗಳು ನೆಲಕ್ಕುರುಳಿ ಹಾನಿ [344,482,454,499]
tree-fall-photo [483,966,695,1070]
commodity-name: ಬೆಟ್ಟೆ [32,1022,44,1032]
dc-body: ● ಕಾರವಾರ: ಜಿಲ್ಲೆಯ ಕಬ್ಬು ಬೆಳೆಗಾರರ ಪ್ರಮುಖ ಬೇಡಿಕೆಗಳ ಬಗ್ಗೆ ಸಕ್ಕರೆ ಕಾರ್ಖಾನೆಯ ಮುಖ್ಯಸ್ಥರೊಂದಿಗೆ ಚರ್ಚಿಸಿ ಶೀಘ್ರ ಪರಿಹಾರ ಕಲ್ಪಿಸಲಾಗುವುದು ಎಂದು ಜಿಲ್ಲಾಧಿಕಾರಿ ತಿಳಿಸಿದರು. ಜಿಲ್ಲಾಧಿಕಾರಿ ಕಚೇರಿಯಲ್ಲಿ ನಡೆದ ಸಭೆಯಲ್ಲಿ ಮಾತನಾಡಿದ ಅವರು, ಕಾರ್ಖಾನೆಗಳಲ್ಲಿ ಬಳಸುವ ತೂಕದ ಯಂತ್ರಗಳ ನಿಖರತೆ ಬಗ್ಗೆ ಕಾನೂನು ಮಾಪನ ಶಾಸ್ತ್ರ ಇಲಾಖೆಯ ಅಧಿಕಾರಿಗಳು ನಿರಂತರ ಪರಿಶೀಲನೆ ನಡೆಸಬೇಕು. ರೈತರಿಗೆ ಮೋಸವಾಗದಂತೆ ನೋಡಿಕೊಳ್ಳಬೇಕು ಎಂದರು. ಕಬ್ಬು ಕಟಾವು ಹಾಗೂ ಸಾಗಾಣಿಕೆ ವೆಚ್ಚ ನಿಗದಿ, ಬಾಕಿ ಹಣ ಪಾವತಿ ಸೇರಿದಂತೆ ವಿವಿಧ ವಿಷಯಗಳ ಕುರಿತು ಚರ್ಚಿಸಲಾಯಿತು. ಕಾರ್ಖಾನೆಗಳು ಸಕಾಲದಲ್ಲಿ ರೈತರಿಗೆ ಹಣ ಪಾವತಿಸಬೇಕು. ಈ ಬಗ್ಗೆ ಯಾವುದೇ ದೂರುಗಳು ಬಂದಲ್ಲಿ ಕಠಿಣ ಕ್ರಮ ಕೈಗೊಳ್ಳಲಾಗುವುದು ಎಂದು ಎಚ್ಚರಿಸಿದರು. ಸಭೆಯಲ್ಲಿ ಕೃಷಿ, ಸಹಕಾರ ಇಲಾಖೆಯ ಅಧಿಕಾರಿಗಳು, ರೈತ ಮುಖಂಡರು ಹಾಗೂ ಕಾರ್ಖಾನೆಯ ಪ್ರತಿನಿಧಿಗಳು ಉಪಸ್ಥಿತರಿದ್ದರು. ರೈತ ಸಂಘದ ಪದಾಧಿಕಾರಿಗಳು ತಮ್ಮ ಬೇಡಿಕೆಗಳ ಮನವಿ ಸಲ್ಲಿಸಿದರು. ಹಿಂದಿನ ಸಾಲಿನ ಕಬ್ಬು ದರದ ಬಾಕಿ ಶೀಘ್ರ ಪಾವತಿಸಬೇಕು ಎಂದು ಒತ್ತಾಯಿಸಿದರು. ಕಬ್ಬು ಬೆಳೆಗಾರರ ಸಮಸ್ಯೆ ಬಗೆಹರಿಸಲು ಜಿಲ್ಲಾಡಳಿತ ಬದ್ಧವಾಗಿದೆ ಎಂದು ಭರವಸೆ ನೀಡಿದರು. [210,752,476,827]
commodity-name: ಕೋಕಾ [32,1080,50,1090]
commodity-name: ಚಾಲಿ [32,1066,46,1075]
brand-tagline: ರಾಷ್ಟ್ರೀಯ ಕನ್ನಡ ದಿನಪತ್ರಿಕೆ [88,56,135,62]
badminton-headline: ಶಿರಸಿಯಲ್ಲಿ ರಾಜ್ಯಮಟ್ಟದ ಬ್ಯಾಡ್ಮಿಂಟನ್ ಪಂದ್ಯಾವಳಿ [460,97,619,108]
obit-body: ● ಸಿದ್ದಾಪುರ: ತಾಲೂಕಿನ ಕಲ್ಲಾಳದ ಪ್ರಗತಿಪರ ಕೃಷಿಕರಾದ ಮಹಾಬಲೇಶ್ವರ ಸುಬ್ರಾಯ ಹೆಗಡೆ(64) ಅನಾರೋಗ್ಯದಿಂದ ಭಾನುವಾರ ನಿಧನರಾದರು. ವಿವಿಧ ಸಂಘ-ಸಂಸ್ಥೆಗಳಲ್ಲಿ ಕಾರ್ಯನಿರ್ವಹಿಸಿದ್ದ ಅವರು ಸಹಕಾರಿ ಕ್ಷೇತ್ರದಲ್ಲಿ ಗುರುತಿಸಿಕೊಂಡಿದ್ದರು. ಮೃತರು ಪತ್ನಿ, ಓರ್ವ ಪುತ್ರ, ಓರ್ವ ಪುತ್ರಿ ಸೇರಿದಂತೆ ಅಪಾರ ಬಂಧು ಬಳಗವನ್ನು ಅಗಲಿದ್ದಾರೆ. ಮಹಾಬಲೇಶ್ವರ ಅವರ ನಿಧನಕ್ಕೆ ತಾಲೂಕಿನ ಗಣ್ಯರು ಸಂತಾಪ ಸೂಚಿಸಿದ್ದಾರೆ. [28,712,205,753]
apmc-title-b: ಕೃಷಿ [110,870,126,884]
min-price: 15799 [110,933,136,942]
min-price: 21099 [110,918,136,928]
apmc-title-c: ಧಾರಣೆ [140,870,168,884]
bhatkal-box-title-b: ಹೆಚ್ಚು [564,521,586,535]
brand-name: ಹೊಸದಿಗಂತ [84,33,166,57]
commodity-name: ಚಾಲಿ [32,976,46,986]
table-row [28,975,203,989]
apmc-yellapur-table [28,992,203,1126]
